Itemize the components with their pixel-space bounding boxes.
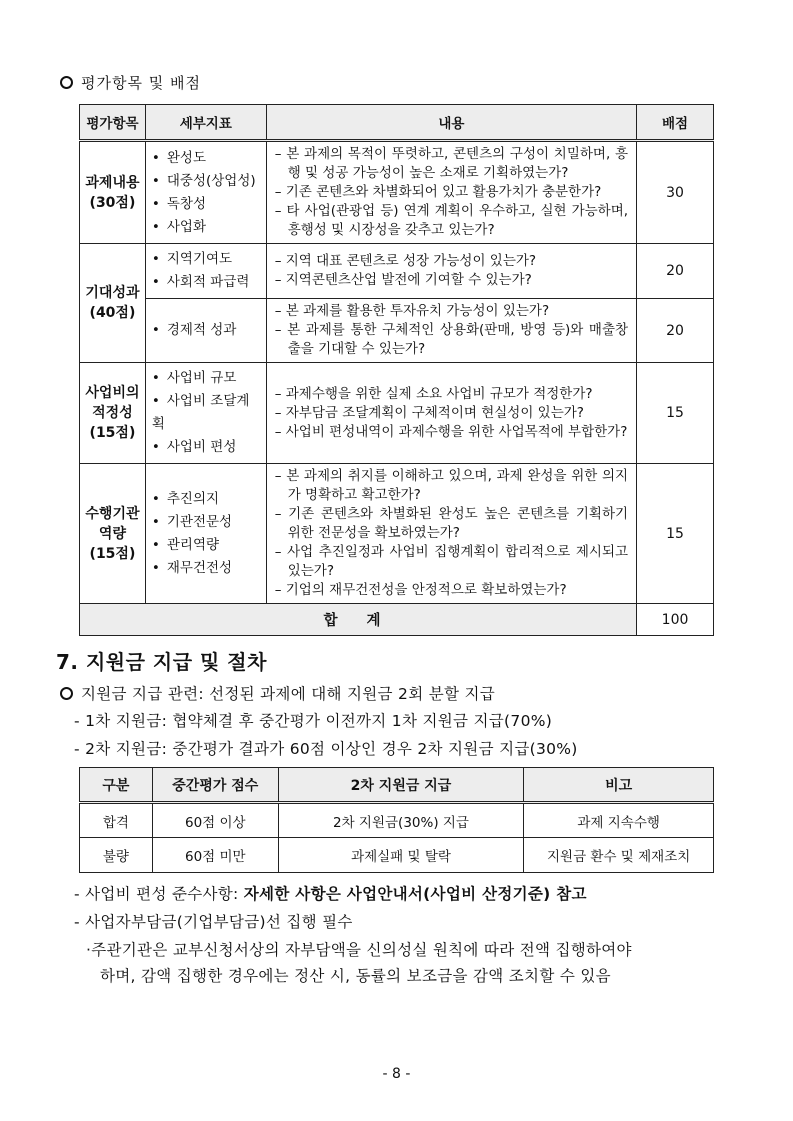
- pay-header-payment: 2차 지원금 지급: [278, 768, 524, 803]
- indicators-cell: [145, 141, 266, 244]
- content-item: – 사업 추진일정과 사업비 집행계획이 합리적으로 제시되고 있는가?: [275, 543, 628, 581]
- budget-note-bold: 자세한 사항은 사업안내서(사업비 산정기준) 참고: [243, 885, 587, 903]
- content-item: – 본 과제를 통한 구체적인 상용화(판매, 방영 등)와 매출창출을 기대할 수 있는가?: [275, 321, 628, 359]
- circle-bullet-icon: [60, 687, 73, 700]
- detail-line-1: ·주관기관은 교부신청서상의 자부담액을 신의성실 원칙에 따라 전액 집행하여야: [86, 941, 632, 959]
- total-score: 100: [637, 604, 714, 636]
- section-7-title: 7. 지원금 지급 및 절차: [56, 650, 267, 674]
- indicator-item: • 대중성(상업성): [152, 170, 260, 193]
- content-item: – 타 사업(관광업 등) 연계 계획이 우수하고, 실현 가능하며, 흥행성 및 시장성을 갖추고 있는가?: [275, 202, 628, 240]
- score-cell: 15: [637, 363, 714, 464]
- header-category: 평가항목: [80, 105, 146, 141]
- section-heading: [60, 72, 201, 93]
- table-cell: 60점 미만: [152, 838, 278, 873]
- budget-note: [74, 882, 587, 904]
- indicator-item: • 재무건전성: [152, 557, 260, 580]
- category-cell: 기대성과 (40점): [80, 244, 146, 363]
- content-item: – 기존 콘텐츠와 차별화된 완성도 높은 콘텐츠를 기획하기 위한 전문성을 확보하였는가?: [275, 505, 628, 543]
- indicators-cell: [145, 363, 266, 464]
- content-item: – 지역 대표 콘텐츠로 성장 가능성이 있는가?: [275, 252, 628, 271]
- header-indicators: 세부지표: [145, 105, 266, 141]
- indicators-cell: [145, 244, 266, 299]
- score-cell: 20: [637, 299, 714, 363]
- category-cell: 수행기관 역량 (15점): [80, 464, 146, 604]
- contents-cell: [266, 464, 636, 604]
- content-item: – 과제수행을 위한 실제 소요 사업비 규모가 적정한가?: [275, 385, 628, 404]
- table-row: [80, 464, 714, 604]
- indicator-item: • 완성도: [152, 147, 260, 170]
- page-number: - 8 -: [382, 1066, 411, 1082]
- indicator-item: • 추진의지: [152, 488, 260, 511]
- table-row: [80, 299, 714, 363]
- content-item: – 자부담금 조달계획이 구체적이며 현실성이 있는가?: [275, 404, 628, 423]
- header-score: 배점: [637, 105, 714, 141]
- pay-header-score: 중간평가 점수: [152, 768, 278, 803]
- indicators-cell: [145, 464, 266, 604]
- payment-table: [79, 767, 714, 873]
- table-row: [80, 363, 714, 464]
- score-cell: 30: [637, 141, 714, 244]
- content-item: – 사업비 편성내역이 과제수행을 위한 사업목적에 부합한가?: [275, 423, 628, 442]
- content-item: – 본 과제의 취지를 이해하고 있으며, 과제 완성을 위한 의지가 명확하고 확고한가?: [275, 467, 628, 505]
- section-7-item-2: - 2차 지원금: 중간평가 결과가 60점 이상인 경우 2차 지원금 지급(30%): [74, 740, 578, 758]
- section-heading-text: 평가항목 및 배점: [81, 74, 201, 92]
- contents-cell: [266, 363, 636, 464]
- header-contents: 내용: [266, 105, 636, 141]
- evaluation-table-header: [80, 105, 714, 141]
- category-cell: 사업비의 적정성 (15점): [80, 363, 146, 464]
- contents-cell: [266, 141, 636, 244]
- table-cell: 합격: [80, 803, 153, 838]
- self-pay-note: - 사업자부담금(기업부담금)선 집행 필수: [74, 913, 353, 931]
- section-7-item-1: - 1차 지원금: 협약체결 후 중간평가 이전까지 1차 지원금 지급(70%): [74, 712, 553, 730]
- indicator-item: • 사업비 조달계획: [152, 390, 260, 436]
- pay-header-type: 구분: [80, 768, 153, 803]
- circle-bullet-icon: [60, 76, 73, 89]
- table-row: [80, 838, 714, 873]
- indicator-item: • 독창성: [152, 193, 260, 216]
- indicator-item: • 지역기여도: [152, 248, 260, 271]
- table-cell: 지원금 환수 및 제재조치: [524, 838, 714, 873]
- table-cell: 과제 지속수행: [524, 803, 714, 838]
- content-item: – 기업의 재무건전성을 안정적으로 확보하였는가?: [275, 581, 628, 600]
- table-row: [80, 244, 714, 299]
- pay-header-note: 비고: [524, 768, 714, 803]
- indicator-item: • 사업화: [152, 216, 260, 239]
- score-cell: 15: [637, 464, 714, 604]
- table-row: [80, 141, 714, 244]
- evaluation-table: [79, 104, 714, 636]
- indicator-item: • 사회적 파급력: [152, 271, 260, 294]
- contents-cell: [266, 244, 636, 299]
- payment-table-header: [80, 768, 714, 803]
- detail-line-2: 하며, 감액 집행한 경우에는 정산 시, 동률의 보조금을 감액 조치할 수 있음: [100, 967, 611, 985]
- content-item: – 지역콘텐츠산업 발전에 기여할 수 있는가?: [275, 271, 628, 290]
- table-cell: 60점 이상: [152, 803, 278, 838]
- indicator-item: • 관리역량: [152, 534, 260, 557]
- section-7-intro: [60, 682, 495, 704]
- total-row: [80, 604, 714, 636]
- indicator-item: • 기관전문성: [152, 511, 260, 534]
- content-item: – 본 과제의 목적이 뚜렷하고, 콘텐츠의 구성이 치밀하며, 흥행 및 성공 가능성이 높은 소재로 기획하였는가?: [275, 145, 628, 183]
- indicator-item: • 사업비 규모: [152, 367, 260, 390]
- category-cell: 과제내용 (30점): [80, 141, 146, 244]
- budget-note-prefix: - 사업비 편성 준수사항:: [74, 885, 244, 903]
- table-row: [80, 803, 714, 838]
- section-7-intro-text: 지원금 지급 관련: 선정된 과제에 대해 지원금 2회 분할 지급: [81, 685, 496, 703]
- content-item: – 본 과제를 활용한 투자유치 가능성이 있는가?: [275, 302, 628, 321]
- indicators-cell: [145, 299, 266, 363]
- contents-cell: [266, 299, 636, 363]
- indicator-item: • 경제적 성과: [152, 319, 260, 342]
- indicator-item: • 사업비 편성: [152, 436, 260, 459]
- table-cell: 2차 지원금(30%) 지급: [278, 803, 524, 838]
- score-cell: 20: [637, 244, 714, 299]
- table-cell: 과제실패 및 탈락: [278, 838, 524, 873]
- total-label: 합 계: [80, 604, 637, 636]
- table-cell: 불량: [80, 838, 153, 873]
- content-item: – 기존 콘텐츠와 차별화되어 있고 활용가치가 충분한가?: [275, 183, 628, 202]
